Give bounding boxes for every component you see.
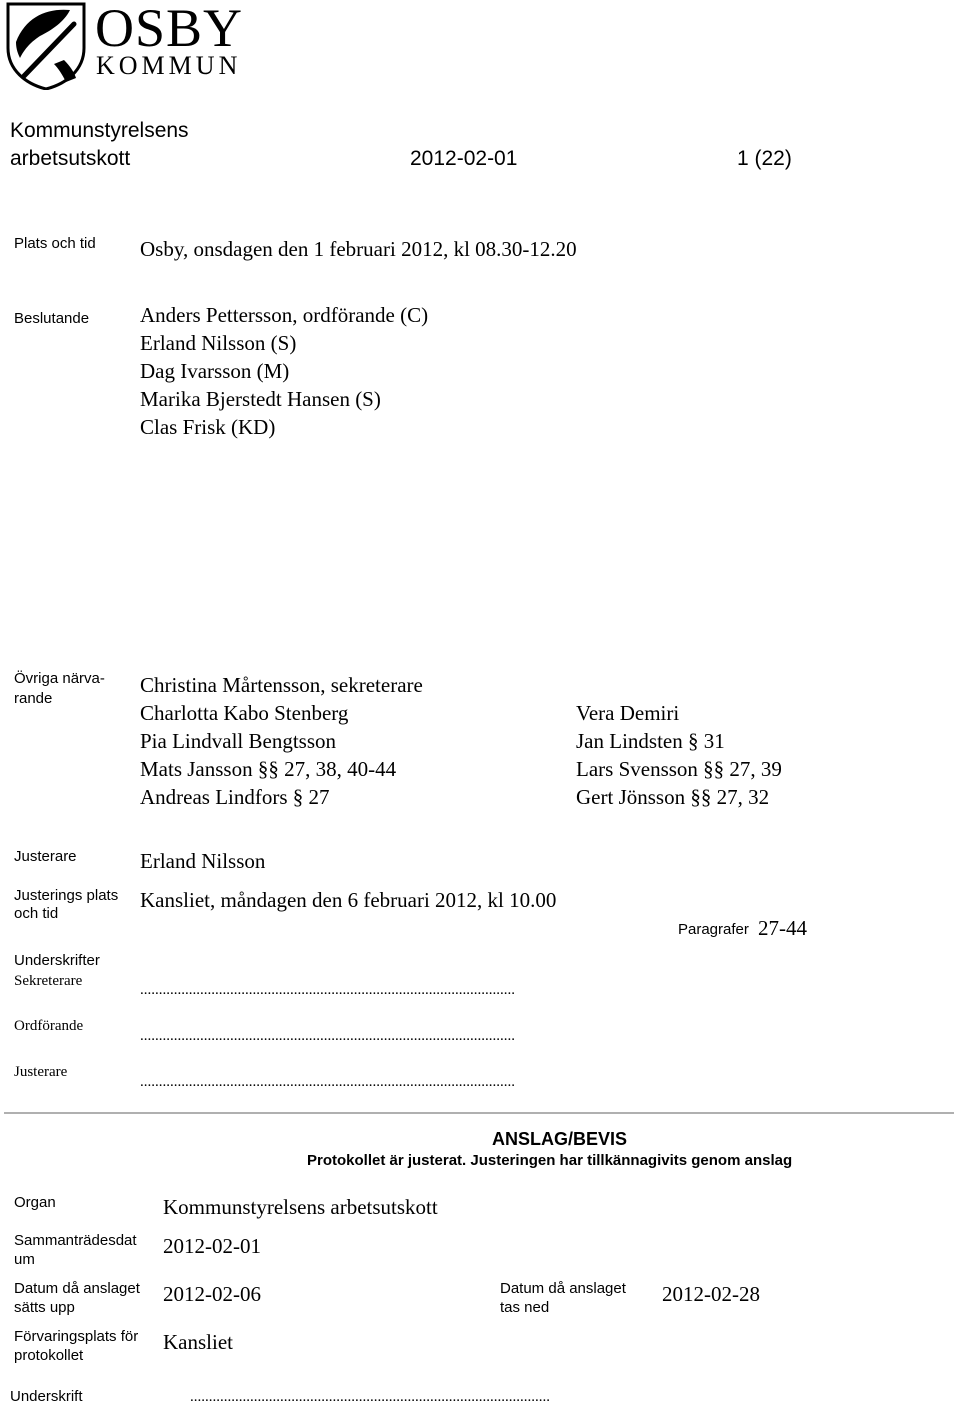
meeting-date-label-line2: um (14, 1251, 35, 1268)
attendee: Gert Jönsson §§ 27, 32 (576, 785, 770, 809)
others-present-left-list (140, 671, 423, 811)
organ-value: Kommunstyrelsens arbetsutskott (163, 1195, 438, 1219)
deciding-member: Dag Ivarsson (M) (140, 359, 290, 383)
secretary-label: Sekreterare (14, 973, 83, 989)
place-time-label: Plats och tid (14, 235, 96, 252)
attendee: Andreas Lindfors § 27 (140, 785, 330, 809)
paragraphs-label: Paragrafer (678, 921, 749, 938)
paragraphs-value: 27-44 (758, 916, 807, 940)
page-number: 1 (22) (737, 147, 792, 170)
posted-date-label-line1: Datum då anslaget (14, 1280, 140, 1297)
notice-subtitle: Protokollet är justerat. Justeringen har tillkännagivits genom anslag (307, 1152, 793, 1169)
removed-date-label-line2: tas ned (500, 1299, 550, 1316)
adjuster-signature-line: .................................................................................................... (140, 1074, 515, 1090)
deciding-member: Marika Bjerstedt Hansen (S) (140, 387, 381, 411)
protocol-date: 2012-02-01 (410, 147, 518, 170)
logo-name: OSBY (95, 0, 244, 58)
attendee: Christina Mårtensson, sekreterare (140, 673, 423, 697)
logo-subname: KOMMUN (96, 51, 242, 80)
chair-signature-line: .................................................................................................... (140, 1028, 515, 1044)
organ-label: Organ (14, 1194, 56, 1211)
storage-value: Kansliet (163, 1330, 233, 1354)
deciding-members-list (140, 301, 428, 441)
attendee: Pia Lindvall Bengtsson (140, 729, 336, 753)
adjuster-signature-label: Justerare (14, 1064, 68, 1080)
storage-label-line1: Förvaringsplats för (14, 1328, 139, 1345)
attendee: Mats Jansson §§ 27, 38, 40-44 (140, 757, 397, 781)
posted-date-value: 2012-02-06 (163, 1282, 261, 1306)
attendee: Jan Lindsten § 31 (576, 729, 725, 753)
attendee: Lars Svensson §§ 27, 39 (576, 757, 782, 781)
committee-name-line1: Kommunstyrelsens (10, 119, 189, 142)
signature-line: ................................................................................................ (190, 1389, 550, 1405)
deciding-member: Anders Pettersson, ordförande (C) (140, 303, 429, 327)
adjuster-label: Justerare (14, 848, 77, 865)
adjuster-value: Erland Nilsson (140, 849, 266, 873)
others-present-right-list (576, 699, 782, 811)
committee-name-line2: arbetsutskott (10, 147, 131, 170)
storage-label-line2: protokollet (14, 1347, 84, 1364)
secretary-signature-line: .................................................................................................... (140, 982, 515, 998)
attendee: Vera Demiri (576, 701, 680, 725)
removed-date-value: 2012-02-28 (662, 1282, 760, 1306)
signature-label: Underskrift (10, 1388, 83, 1405)
others-present-label-line2: rande (14, 690, 53, 707)
adjust-place-label-line1: Justerings plats (14, 887, 119, 904)
place-time-value: Osby, onsdagen den 1 februari 2012, kl 08.30-12.20 (140, 237, 577, 261)
deciding-member: Clas Frisk (KD) (140, 415, 276, 439)
meeting-date-label-line1: Sammanträdesdat (14, 1232, 137, 1249)
signatures-label: Underskrifter (14, 952, 100, 969)
meeting-date-value: 2012-02-01 (163, 1234, 261, 1258)
adjust-place-label-line2: och tid (14, 905, 59, 922)
posted-date-label-line2: sätts upp (14, 1299, 75, 1316)
attendee: Charlotta Kabo Stenberg (140, 701, 349, 725)
deciding-label: Beslutande (14, 310, 90, 327)
chair-label: Ordförande (14, 1018, 84, 1034)
adjust-place-value: Kansliet, måndagen den 6 februari 2012, kl 10.00 (140, 888, 557, 912)
section-divider (4, 1112, 954, 1114)
municipality-emblem-icon (4, 2, 88, 90)
deciding-member: Erland Nilsson (S) (140, 331, 297, 355)
notice-title: ANSLAG/BEVIS (492, 1129, 628, 1149)
removed-date-label-line1: Datum då anslaget (500, 1280, 626, 1297)
others-present-label-line1: Övriga närva- (14, 670, 105, 687)
